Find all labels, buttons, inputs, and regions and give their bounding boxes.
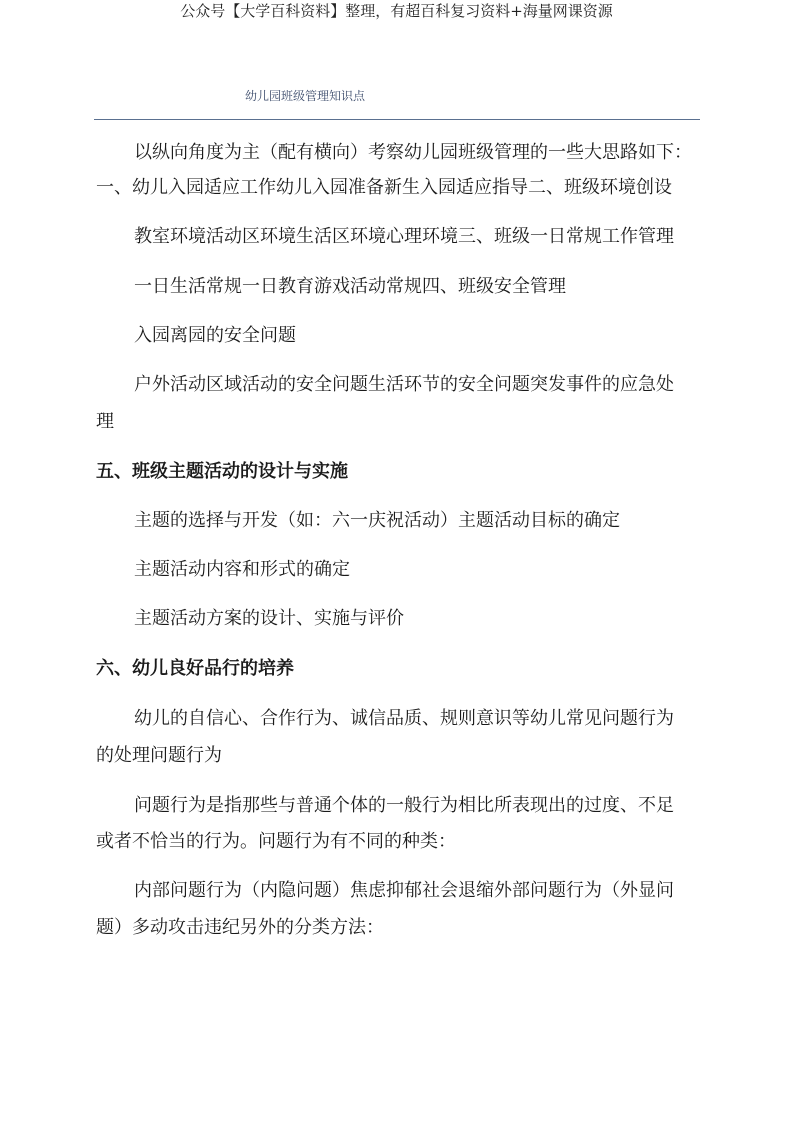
paragraph-line: 教室环境活动区环境生活区环境心理环境三、班级一日常规工作管理 [134, 226, 674, 247]
paragraph-line: 户外活动区域活动的安全问题生活环节的安全问题突发事件的应急处 [134, 374, 674, 395]
paragraph-line: 以纵向角度为主（配有横向）考察幼儿园班级管理的一些大思路如下： [134, 142, 692, 163]
document-title: 幼儿园班级管理知识点 [245, 89, 366, 103]
paragraph-line: 幼儿的自信心、合作行为、诚信品质、规则意识等幼儿常见问题行为 [134, 708, 674, 729]
watermark-header: 公众号【大学百科资料】整理，有超百科复习资料+海量网课资源 [180, 2, 613, 20]
paragraph-line: 题）多动攻击违纪另外的分类方法： [96, 917, 384, 938]
header-divider [94, 119, 700, 120]
paragraph-line: 一日生活常规一日教育游戏活动常规四、班级安全管理 [134, 276, 566, 297]
paragraph-line: 入园离园的安全问题 [134, 325, 296, 346]
paragraph-line: 理 [96, 411, 114, 432]
paragraph-line: 主题的选择与开发（如：六一庆祝活动）主题活动目标的确定 [134, 510, 620, 531]
section-heading: 五、班级主题活动的设计与实施 [96, 461, 348, 482]
paragraph-line: 的处理问题行为 [96, 745, 222, 766]
section-heading: 六、幼儿良好品行的培养 [96, 658, 294, 679]
paragraph-line: 内部问题行为（内隐问题）焦虑抑郁社会退缩外部问题行为（外显问 [134, 880, 674, 901]
paragraph-line: 问题行为是指那些与普通个体的一般行为相比所表现出的过度、不足 [134, 795, 674, 816]
paragraph-line: 主题活动方案的设计、实施与评价 [134, 608, 404, 629]
paragraph-line: 或者不恰当的行为。问题行为有不同的种类： [96, 831, 456, 852]
paragraph-line: 一、幼儿入园适应工作幼儿入园准备新生入园适应指导二、班级环境创设 [96, 177, 672, 198]
paragraph-line: 主题活动内容和形式的确定 [134, 559, 350, 580]
